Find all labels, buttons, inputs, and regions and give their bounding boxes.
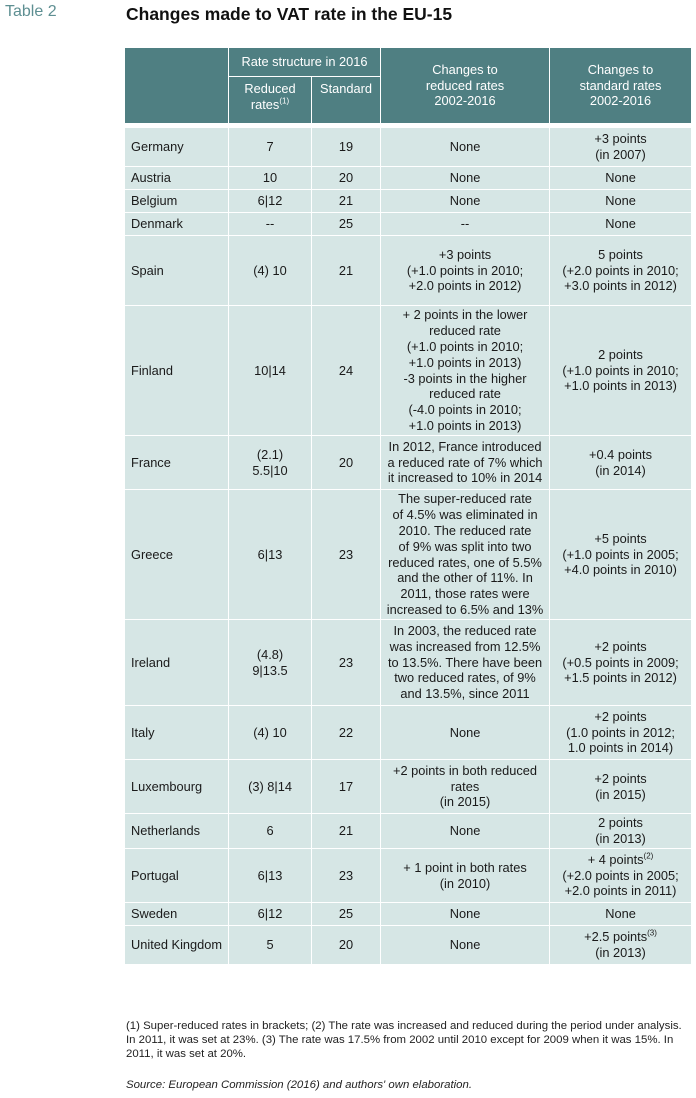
country-cell: Denmark [125, 213, 229, 236]
header-changes-standard: Changes to standard rates 2002-2016 [550, 48, 692, 124]
standard-rate-cell: 20 [312, 926, 381, 965]
country-cell: Italy [125, 706, 229, 760]
standard-rate-cell: 25 [312, 213, 381, 236]
header-rate-structure: Rate structure in 2016 [229, 48, 381, 77]
changes-reduced-cell: None [381, 926, 550, 965]
changes-reduced-cell: +2 points in both reduced rates (in 2015) [381, 760, 550, 814]
header-corner [125, 48, 229, 124]
standard-rate-cell: 21 [312, 236, 381, 306]
changes-reduced-cell: None [381, 814, 550, 849]
header-changes-reduced: Changes to reduced rates 2002-2016 [381, 48, 550, 124]
header-reduced-note: (1) [279, 96, 290, 106]
changes-reduced-cell: None [381, 903, 550, 926]
table-row [125, 167, 692, 190]
changes-standard-cell: +0.4 points (in 2014) [550, 436, 692, 490]
table-row [125, 706, 692, 760]
country-cell: Belgium [125, 190, 229, 213]
reduced-rate-cell: 6|13 [229, 849, 312, 903]
standard-rate-cell: 20 [312, 167, 381, 190]
footnote-marker: (3) [647, 928, 657, 938]
changes-reduced-cell: None [381, 706, 550, 760]
changes-standard-cell [550, 926, 692, 965]
table-row [125, 436, 692, 490]
changes-standard-cell: +2 points (+0.5 points in 2009; +1.5 points in 2012) [550, 620, 692, 706]
country-cell: Sweden [125, 903, 229, 926]
changes-standard-cell [550, 849, 692, 903]
changes-reduced-cell: + 2 points in the lower reduced rate (+1.0 points in 2010; +1.0 points in 2013) -3 points in the higher reduced rate (-4.0 points in 2010; +1.0 points in 2013) [381, 306, 550, 436]
country-cell: Germany [125, 128, 229, 167]
country-cell: United Kingdom [125, 926, 229, 965]
changes-reduced-cell: None [381, 167, 550, 190]
header-reduced-rates [229, 77, 312, 124]
standard-rate-cell: 21 [312, 814, 381, 849]
country-cell: Portugal [125, 849, 229, 903]
reduced-rate-cell: 10|14 [229, 306, 312, 436]
standard-rate-cell: 24 [312, 306, 381, 436]
standard-rate-cell: 20 [312, 436, 381, 490]
table-row [125, 849, 692, 903]
changes-standard-cell: None [550, 167, 692, 190]
changes-reduced-cell: None [381, 190, 550, 213]
changes-reduced-cell: -- [381, 213, 550, 236]
changes-reduced-cell: In 2012, France introduced a reduced rate of 7% which it increased to 10% in 2014 [381, 436, 550, 490]
changes-reduced-cell: +3 points (+1.0 points in 2010; +2.0 points in 2012) [381, 236, 550, 306]
changes-reduced-cell: + 1 point in both rates (in 2010) [381, 849, 550, 903]
reduced-rate-cell: (4) 10 [229, 236, 312, 306]
table-row [125, 306, 692, 436]
table-row [125, 903, 692, 926]
changes-standard-detail: (in 2013) [595, 945, 646, 960]
standard-rate-cell: 19 [312, 128, 381, 167]
reduced-rate-cell: (4) 10 [229, 706, 312, 760]
reduced-rate-cell: (2.1) 5.5|10 [229, 436, 312, 490]
changes-standard-cell: 2 points (+1.0 points in 2010; +1.0 points in 2013) [550, 306, 692, 436]
changes-standard-cell: +2 points (in 2015) [550, 760, 692, 814]
changes-standard-cell: None [550, 190, 692, 213]
source-note: Source: European Commission (2016) and authors' own elaboration. [126, 1079, 472, 1091]
reduced-rate-cell: 6|12 [229, 903, 312, 926]
table-row [125, 213, 692, 236]
reduced-rate-cell: (4.8) 9|13.5 [229, 620, 312, 706]
footnotes: (1) Super-reduced rates in brackets; (2) The rate was increased and reduced during the period under analysis. In 2011, it was set at 23%. (3) The rate was 17.5% from 2002 until 2010 except for 2009 when it was 15%. In 2011, it was set at 20%. [126, 1020, 682, 1061]
changes-standard-cell: 5 points (+2.0 points in 2010; +3.0 points in 2012) [550, 236, 692, 306]
changes-standard-cell: +2 points (1.0 points in 2012; 1.0 points in 2014) [550, 706, 692, 760]
country-cell: Ireland [125, 620, 229, 706]
table-row [125, 926, 692, 965]
standard-rate-cell: 25 [312, 903, 381, 926]
reduced-rate-cell: 5 [229, 926, 312, 965]
reduced-rate-cell: 6|12 [229, 190, 312, 213]
country-cell: Greece [125, 490, 229, 620]
table-row [125, 236, 692, 306]
reduced-rate-cell: 6 [229, 814, 312, 849]
table-row [125, 620, 692, 706]
changes-reduced-cell: The super-reduced rate of 4.5% was eliminated in 2010. The reduced rate of 9% was split into two reduced rates, one of 5.5% and the other of 11%. In 2011, those rates were increased to 6.5% and 13% [381, 490, 550, 620]
changes-reduced-cell: In 2003, the reduced rate was increased from 12.5% to 13.5%. There have been two reduced rates, of 9% and 13.5%, since 2011 [381, 620, 550, 706]
table-body [125, 124, 692, 965]
table-row [125, 128, 692, 167]
changes-standard-cell: +5 points (+1.0 points in 2005; +4.0 points in 2010) [550, 490, 692, 620]
changes-standard-cell: None [550, 213, 692, 236]
standard-rate-cell: 23 [312, 620, 381, 706]
changes-standard-cell: 2 points (in 2013) [550, 814, 692, 849]
reduced-rate-cell: -- [229, 213, 312, 236]
standard-rate-cell: 23 [312, 849, 381, 903]
reduced-rate-cell: 7 [229, 128, 312, 167]
header-reduced-rates-label: Reduced rates [244, 81, 296, 112]
table-row [125, 760, 692, 814]
table-label: Table 2 [5, 3, 57, 20]
table-row [125, 190, 692, 213]
table-row [125, 814, 692, 849]
changes-standard-cell: None [550, 903, 692, 926]
header-standard: Standard [312, 77, 381, 124]
reduced-rate-cell: 6|13 [229, 490, 312, 620]
country-cell: France [125, 436, 229, 490]
standard-rate-cell: 22 [312, 706, 381, 760]
standard-rate-cell: 21 [312, 190, 381, 213]
footnote-marker: (2) [643, 851, 654, 861]
standard-rate-cell: 17 [312, 760, 381, 814]
changes-standard-detail: (+2.0 points in 2005; +2.0 points in 2011) [562, 867, 679, 899]
vat-table [124, 47, 692, 965]
changes-standard-headline: +2.5 points [584, 929, 648, 945]
country-cell: Luxembourg [125, 760, 229, 814]
country-cell: Austria [125, 167, 229, 190]
country-cell: Finland [125, 306, 229, 436]
reduced-rate-cell: 10 [229, 167, 312, 190]
changes-reduced-cell: None [381, 128, 550, 167]
changes-standard-cell: +3 points (in 2007) [550, 128, 692, 167]
country-cell: Netherlands [125, 814, 229, 849]
page-title: Changes made to VAT rate in the EU-15 [126, 4, 453, 24]
reduced-rate-cell: (3) 8|14 [229, 760, 312, 814]
table-row [125, 490, 692, 620]
country-cell: Spain [125, 236, 229, 306]
changes-standard-headline: + 4 points [587, 851, 644, 867]
standard-rate-cell: 23 [312, 490, 381, 620]
